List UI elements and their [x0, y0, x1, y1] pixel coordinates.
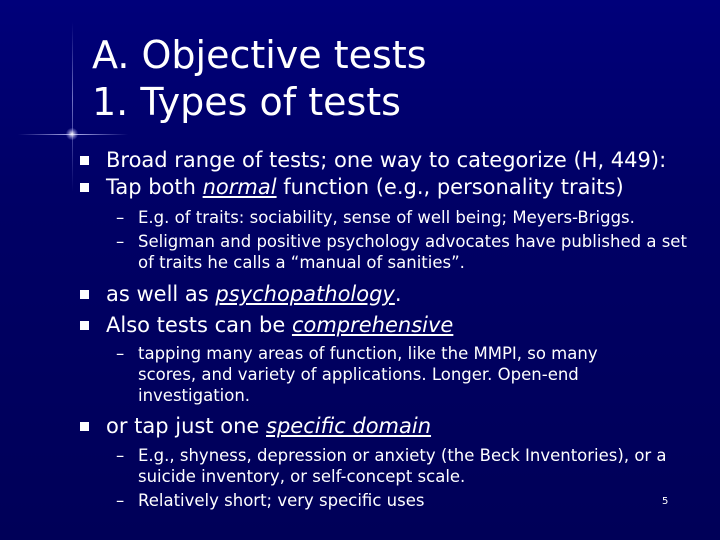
subbullet-text: E.g. of traits: sociability, sense of well being; Meyers-Briggs.: [138, 208, 635, 227]
title-line-2: 1. Types of tests: [92, 80, 401, 124]
square-bullet-icon: [80, 422, 89, 431]
page-number: 5: [662, 496, 669, 507]
bullet-text-post: .: [394, 282, 402, 306]
bullet-text-pre: Also tests can be: [106, 313, 292, 337]
subbullet-item: [116, 343, 638, 406]
subbullet-item: [116, 207, 698, 228]
bullet-text-pre: or tap just one: [106, 414, 267, 438]
dash-bullet-icon: –: [116, 491, 125, 510]
subbullet-text: Relatively short; very specific uses: [138, 491, 425, 510]
square-bullet-icon: [80, 183, 89, 192]
subbullet-item: [116, 445, 698, 487]
dash-bullet-icon: –: [116, 446, 125, 465]
bullet-text-pre: Tap both: [106, 175, 203, 199]
bullet-item: [106, 282, 402, 306]
bullet-emphasis: comprehensive: [291, 313, 454, 337]
subbullet-text: Seligman and positive psychology advocates have published a set of traits he calls a “manual of sanities”.: [138, 232, 687, 272]
bullet-text-post: function (e.g., personality traits): [276, 175, 624, 199]
bullet-item: [106, 175, 624, 199]
subbullet-item: [116, 231, 698, 273]
bullet-text-pre: as well as: [106, 282, 216, 306]
bullet-emphasis: specific domain: [266, 414, 432, 438]
decorative-vertical-line: [72, 22, 73, 192]
title-line-1: A. Objective tests: [92, 33, 427, 77]
bullet-item: [106, 414, 431, 438]
slide-title: [92, 32, 427, 126]
dash-bullet-icon: –: [116, 344, 125, 363]
decorative-sparkle: [66, 128, 78, 140]
bullet-item: [106, 148, 666, 172]
subbullet-item: [116, 490, 698, 511]
bullet-emphasis: normal: [202, 175, 277, 199]
dash-bullet-icon: –: [116, 232, 125, 251]
subbullet-text: tapping many areas of function, like the MMPI, so many scores, and variety of applications. Longer. Open-end investigation.: [138, 344, 598, 405]
square-bullet-icon: [80, 156, 89, 165]
dash-bullet-icon: –: [116, 208, 125, 227]
subbullet-text: E.g., shyness, depression or anxiety (the Beck Inventories), or a suicide inventory, or self-concept scale.: [138, 446, 667, 486]
square-bullet-icon: [80, 321, 89, 330]
square-bullet-icon: [80, 290, 89, 299]
bullet-text: Broad range of tests; one way to categorize (H, 449):: [106, 148, 667, 172]
bullet-item: [106, 313, 453, 337]
bullet-emphasis: psychopathology: [215, 282, 395, 306]
